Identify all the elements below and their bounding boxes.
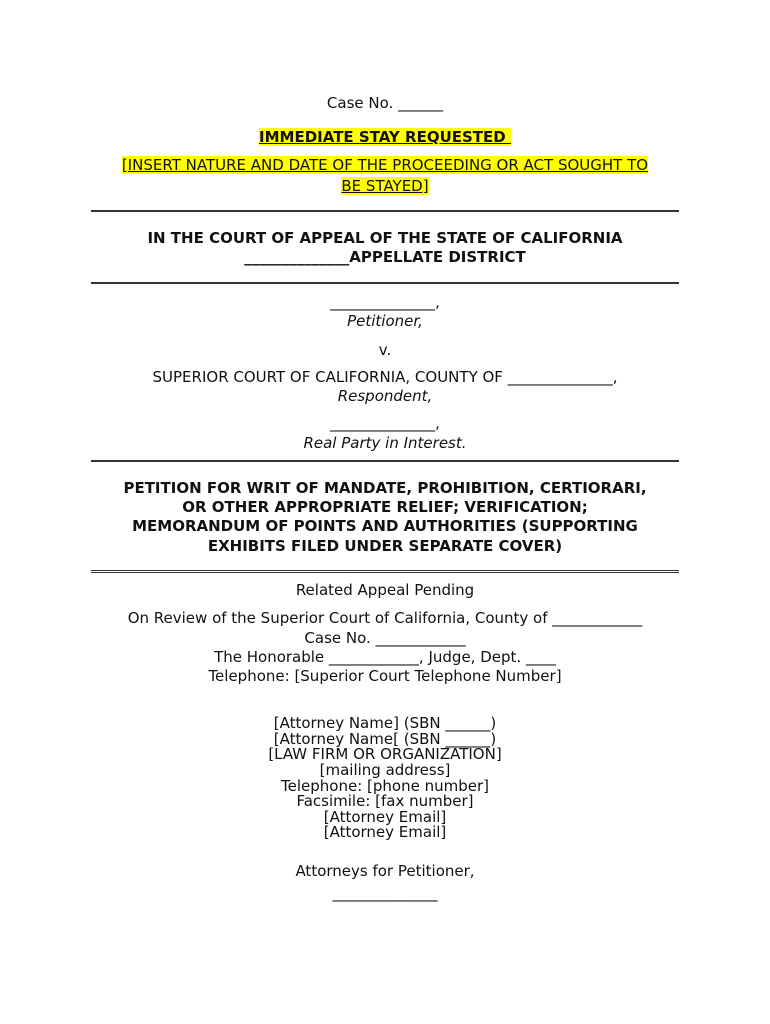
court-name: IN THE COURT OF APPEAL OF THE STATE OF CALIFORNIA — [147, 229, 623, 247]
respondent-name: SUPERIOR COURT OF CALIFORNIA, COUNTY OF ______________, — [152, 368, 618, 386]
petition-title-4: EXHIBITS FILED UNDER SEPARATE COVER) — [207, 537, 563, 555]
attorneys-for-petitioner: Attorneys for Petitioner, — [295, 862, 475, 880]
attorney-line-1: [Attorney Name] (SBN ______) — [273, 714, 497, 732]
attorney-email-1: [Attorney Email] — [323, 808, 447, 826]
insert-nature-line-2 — [0, 177, 770, 195]
law-firm: [LAW FIRM OR ORGANIZATION] — [268, 745, 502, 763]
real-party-blank: ______________, — [330, 414, 440, 432]
insert-nature-text-1: [INSERT NATURE AND DATE OF THE PROCEEDING OR ACT SOUGHT TO — [121, 156, 649, 174]
stay-requested-text: IMMEDIATE STAY REQUESTED — [259, 128, 511, 146]
honorable-judge-line: The Honorable ____________, Judge, Dept. ____ — [214, 648, 556, 666]
divider-court — [91, 282, 679, 284]
insert-nature-text-2: BE STAYED] — [341, 177, 429, 195]
divider-parties — [91, 460, 679, 462]
attorney-line-2: [Attorney Name[ (SBN ______) — [273, 730, 497, 748]
divider-title — [91, 570, 679, 573]
respondent-label: Respondent, — [337, 387, 433, 405]
stay-requested-heading — [0, 128, 770, 146]
petitioner-label: Petitioner, — [347, 312, 423, 330]
divider-top — [91, 210, 679, 212]
related-appeal: Related Appeal Pending — [295, 581, 475, 599]
attorney-facsimile: Facsimile: [fax number] — [296, 792, 474, 810]
review-case-number: Case No. ____________ — [304, 629, 466, 647]
on-review-line: On Review of the Superior Court of California, County of ____________ — [127, 609, 643, 627]
petition-title-3: MEMORANDUM OF POINTS AND AUTHORITIES (SUPPORTING — [132, 517, 638, 535]
court-telephone: Telephone: [Superior Court Telephone Number] — [208, 667, 562, 685]
real-party-label: Real Party in Interest. — [303, 434, 467, 452]
petitioner-blank: ______________, — [330, 293, 440, 311]
insert-nature-line-1 — [0, 156, 770, 174]
appellate-district: ______________APPELLATE DISTRICT — [244, 248, 526, 266]
attorney-email-2: [Attorney Email] — [323, 823, 447, 841]
mailing-address: [mailing address] — [319, 761, 451, 779]
attorney-telephone: Telephone: [phone number] — [281, 777, 489, 795]
petition-title-2: OR OTHER APPROPRIATE RELIEF; VERIFICATION; — [182, 498, 588, 516]
case-number: Case No. ______ — [326, 94, 444, 112]
signature-blank: ______________ — [332, 884, 438, 902]
versus: v. — [378, 341, 392, 359]
petition-title-1: PETITION FOR WRIT OF MANDATE, PROHIBITION, CERTIORARI, — [123, 479, 647, 497]
